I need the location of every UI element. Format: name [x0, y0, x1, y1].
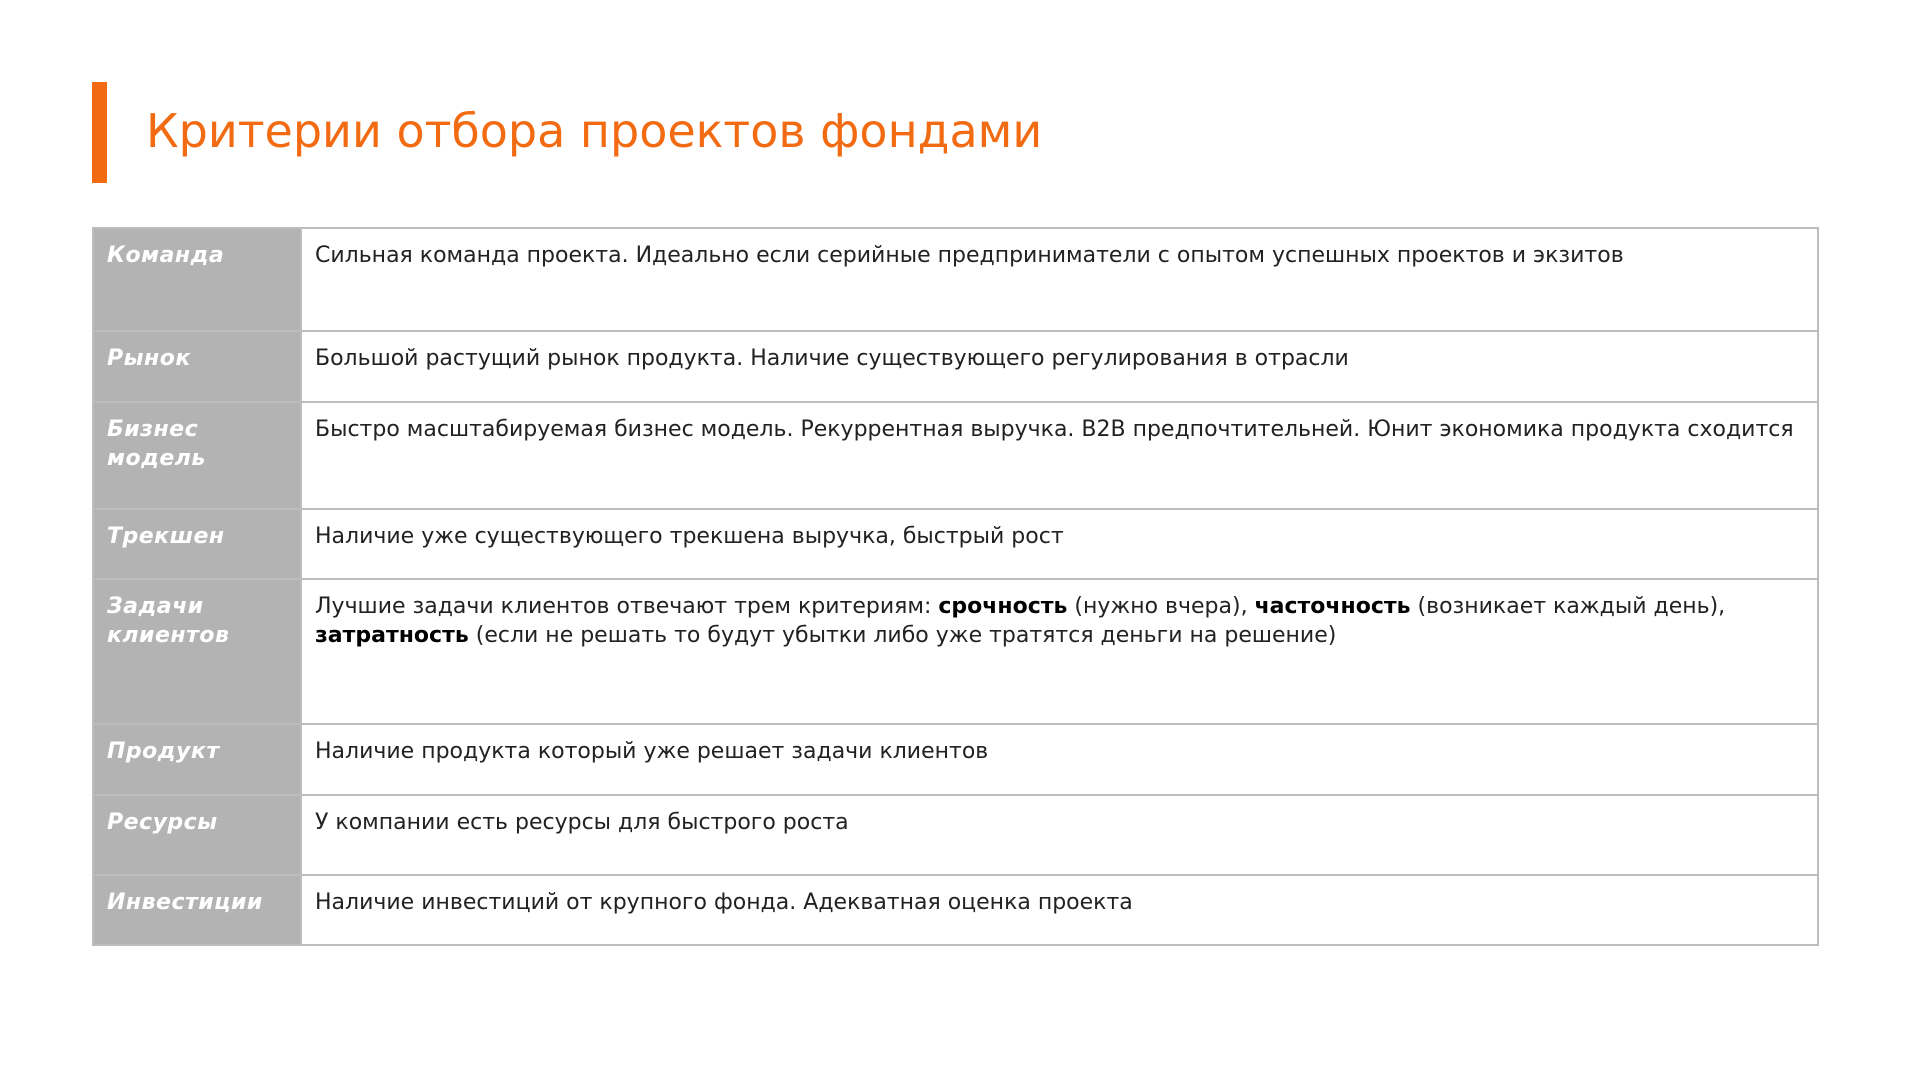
table-row-traction [93, 509, 1818, 579]
term-frequency: часточность [1254, 594, 1411, 619]
table-row-business-model [93, 402, 1818, 509]
criterion-description: Быстро масштабируемая бизнес модель. Рекуррентная выручка. B2B предпочтительней. Юнит экономика продукта сходится [301, 402, 1818, 509]
description-intro: Лучшие задачи клиентов отвечают трем критериям: [315, 594, 939, 619]
criterion-description [301, 579, 1818, 724]
table-row-market [93, 331, 1818, 402]
title-accent-bar [92, 82, 107, 183]
description-text: (если не решать то будут убытки либо уже тратятся деньги на решение) [468, 623, 1337, 648]
criterion-description: У компании есть ресурсы для быстрого роста [301, 795, 1818, 875]
table-row-resources [93, 795, 1818, 875]
slide-title: Критерии отбора проектов фондами [146, 104, 1043, 158]
criterion-label: Задачи клиентов [93, 579, 301, 724]
criterion-label: Продукт [93, 724, 301, 795]
table-row-team [93, 228, 1818, 331]
criterion-description: Сильная команда проекта. Идеально если серийные предприниматели с опытом успешных проектов и экзитов [301, 228, 1818, 331]
criterion-label: Инвестиции [93, 875, 301, 945]
table-row-product [93, 724, 1818, 795]
description-text: (возникает каждый день), [1410, 594, 1726, 619]
term-urgency: срочность [938, 594, 1068, 619]
criterion-description: Наличие продукта который уже решает задачи клиентов [301, 724, 1818, 795]
criterion-label: Ресурсы [93, 795, 301, 875]
criterion-description: Большой растущий рынок продукта. Наличие существующего регулирования в отрасли [301, 331, 1818, 402]
criterion-description: Наличие уже существующего трекшена выручка, быстрый рост [301, 509, 1818, 579]
description-text: (нужно вчера), [1067, 594, 1255, 619]
table-row-customer-tasks [93, 579, 1818, 724]
table-row-investments [93, 875, 1818, 945]
term-costliness: затратность [315, 623, 469, 648]
criterion-label: Трекшен [93, 509, 301, 579]
criterion-description: Наличие инвестиций от крупного фонда. Адекватная оценка проекта [301, 875, 1818, 945]
criteria-table [92, 227, 1819, 946]
criterion-label: Бизнес модель [93, 402, 301, 509]
criterion-label: Рынок [93, 331, 301, 402]
criterion-label: Команда [93, 228, 301, 331]
